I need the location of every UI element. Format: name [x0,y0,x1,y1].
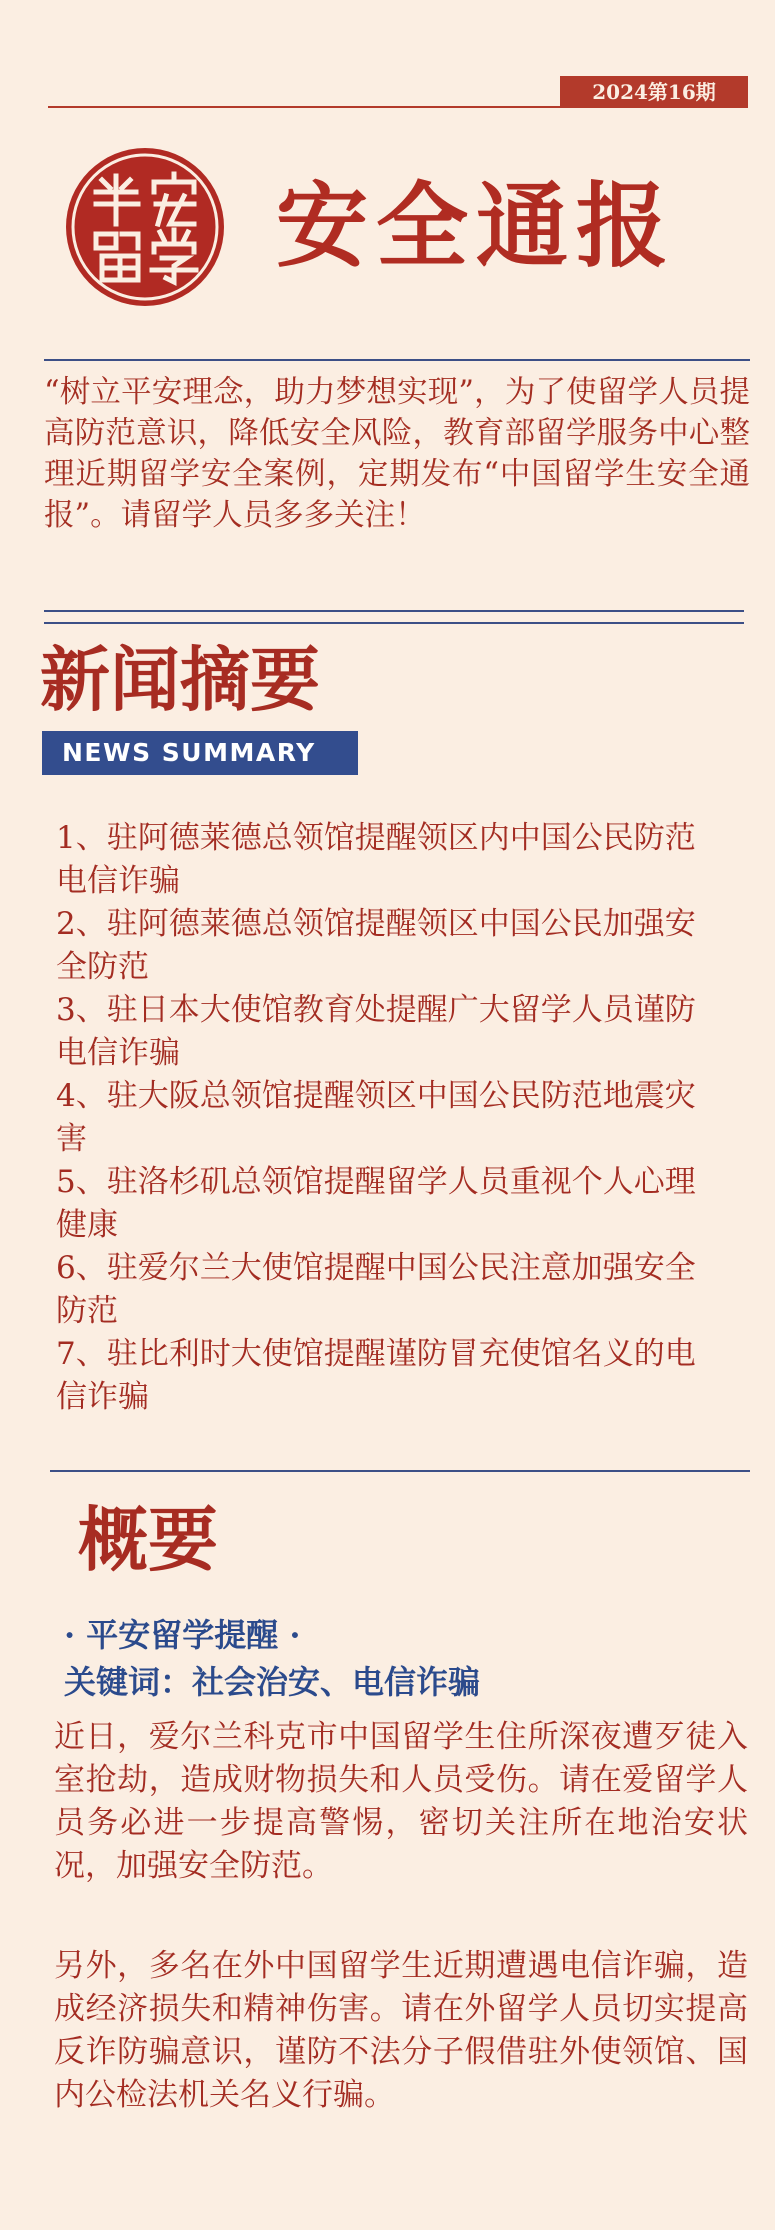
news-item: 3、驻日本大使馆教育处提醒广大留学人员谨防电信诈骗 [56,992,696,1071]
intro-bottom-rule-2 [44,622,744,624]
overview-top-rule [50,1470,750,1472]
overview-keywords: 关键词：社会治安、电信诈骗 [64,1663,481,1701]
page-title: 安全通报 [276,172,677,280]
news-item: 5、驻洛杉矶总领馆提醒留学人员重视个人心理健康 [56,1164,696,1243]
news-item: 6、驻爱尔兰大使馆提醒中国公民注意加强安全防范 [56,1250,696,1329]
news-item: 4、驻大阪总领馆提醒领区中国公民防范地震灾害 [56,1078,696,1157]
issue-badge: 2024第16期 [560,76,748,108]
header-rule [48,106,748,108]
overview-title: 概要 [78,1498,218,1581]
news-list [56,817,716,1419]
news-summary-badge: NEWS SUMMARY [42,731,358,775]
intro-bottom-rule-1 [44,610,744,612]
seal-logo [66,148,224,306]
news-item: 7、驻比利时大使馆提醒谨防冒充使馆名义的电信诈骗 [56,1336,696,1415]
news-item: 1、驻阿德莱德总领馆提醒领区内中国公民防范电信诈骗 [56,820,696,899]
news-summary-title: 新闻摘要 [40,638,320,721]
overview-paragraph-2: 另外，多名在外中国留学生近期遭遇电信诈骗，造成经济损失和精神伤害。请在外留学人员切实提高反诈防骗意识，谨防不法分子假借驻外使领馆、国内公检法机关名义行骗。 [54,1948,748,2113]
intro-paragraph: “树立平安理念，助力梦想实现”，为了使留学人员提高防范意识，降低安全风险，教育部留学服务中心整理近期留学安全案例，定期发布“中国留学生安全通报”。请留学人员多多关注！ [44,375,750,533]
overview-paragraph-1: 近日，爱尔兰科克市中国留学生住所深夜遭歹徒入室抢劫，造成财物损失和人员受伤。请在爱留学人员务必进一步提高警惕，密切关注所在地治安状况，加强安全防范。 [54,1719,748,1884]
intro-top-rule [44,359,750,361]
overview-tag: · 平安留学提醒 · [64,1616,301,1654]
seal-pattern-icon [66,148,224,306]
news-item: 2、驻阿德莱德总领馆提醒领区中国公民加强安全防范 [56,906,696,985]
